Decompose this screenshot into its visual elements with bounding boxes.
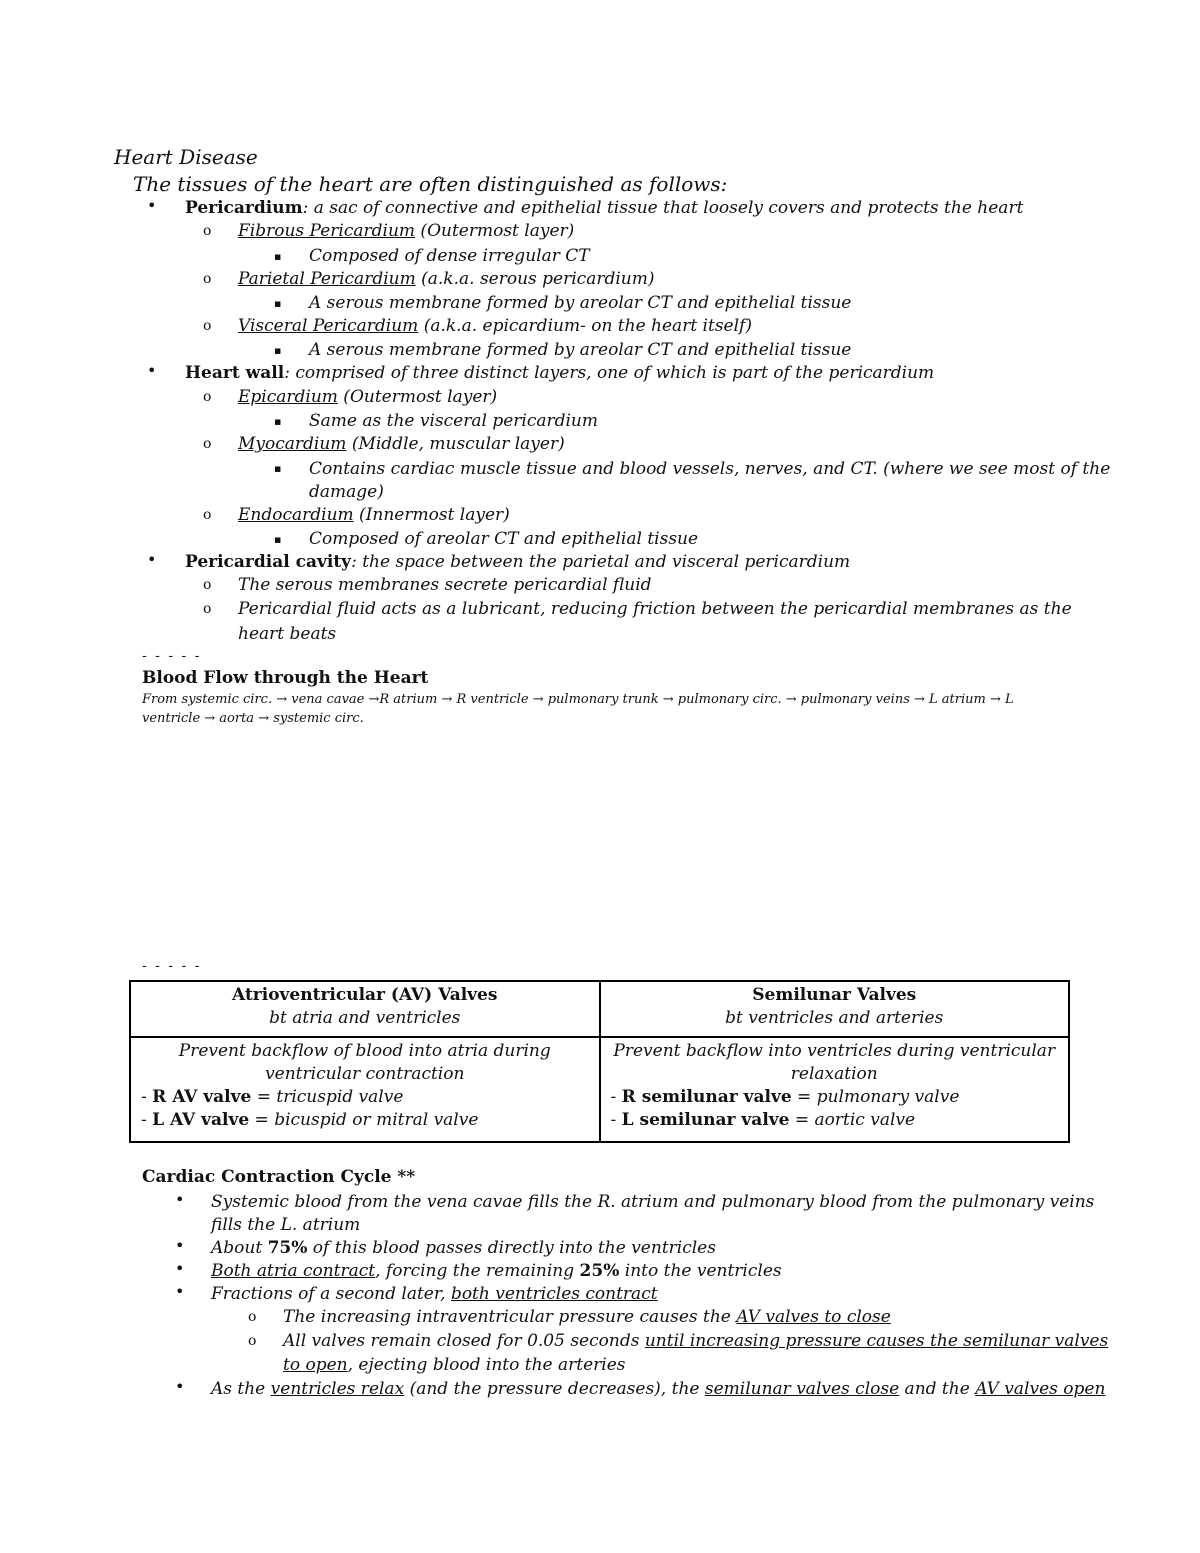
blood-flow-line: ventricle → aorta → systemic circ. — [142, 711, 364, 726]
cycle-item — [211, 1237, 716, 1259]
square-marker: ▪ — [274, 297, 282, 310]
semilunar-header-cell — [600, 981, 1070, 1037]
term: Visceral Pericardium — [238, 316, 419, 336]
note: (Outermost layer) — [415, 221, 575, 241]
underlined-text: AV valves open — [975, 1379, 1106, 1399]
bullet-marker: • — [175, 1259, 185, 1278]
circle-marker: o — [203, 223, 212, 239]
column-subtitle: bt atria and ventricles — [269, 1008, 461, 1028]
underlined-text: to open — [283, 1355, 348, 1375]
definition: : comprised of three distinct layers, one of which is part of the pericardium — [284, 363, 935, 383]
text: The increasing intraventricular pressure causes the — [283, 1307, 737, 1327]
note: (Middle, muscular layer) — [346, 434, 565, 454]
bullet-marker: • — [147, 361, 157, 380]
note: (Outermost layer) — [337, 387, 498, 407]
page-title: Heart Disease — [114, 145, 258, 169]
underlined-text: AV valves to close — [736, 1307, 891, 1327]
separator: - - - - - — [142, 958, 202, 974]
note: (a.k.a. epicardium- on the heart itself) — [418, 316, 752, 336]
value: = bicuspid or mitral valve — [249, 1109, 479, 1130]
dash: - — [610, 1109, 622, 1130]
cycle-subitem — [283, 1306, 891, 1328]
pericardium-item — [185, 197, 1023, 219]
detail: Contains cardiac muscle tissue and blood vessels, nerves, and CT. (where we see most of the — [309, 459, 1111, 479]
cycle-heading: Cardiac Contraction Cycle ** — [142, 1167, 416, 1187]
cycle-item — [211, 1260, 782, 1282]
value: = tricuspid valve — [251, 1086, 404, 1107]
square-marker: ▪ — [274, 415, 282, 428]
circle-marker: o — [203, 436, 212, 452]
term: Heart wall — [185, 363, 285, 383]
detail-continued: damage) — [309, 482, 384, 502]
epicardium-item — [238, 386, 497, 408]
square-marker: ▪ — [274, 344, 282, 357]
circle-marker: o — [203, 318, 212, 334]
term: Pericardial cavity — [185, 552, 352, 572]
underlined-text: semilunar valves close — [704, 1379, 900, 1399]
definition: : a sac of connective and epithelial tissue that loosely covers and protects the heart — [302, 198, 1024, 218]
label: R AV valve — [152, 1086, 252, 1107]
cycle-item-continued: fills the L. atrium — [211, 1215, 361, 1235]
square-marker: ▪ — [274, 250, 282, 263]
cell-description: Prevent backflow into ventricles during ventricular relaxation — [613, 1040, 1056, 1084]
cell-row — [611, 1109, 1059, 1132]
cycle-subitem — [283, 1330, 1108, 1352]
bullet-marker: • — [175, 1282, 185, 1301]
circle-marker: o — [203, 601, 212, 617]
cycle-item — [211, 1378, 1105, 1400]
cycle-item: Systemic blood from the vena cavae fills the R. atrium and pulmonary blood from the pulmonary veins — [211, 1192, 1095, 1212]
note: (Innermost layer) — [353, 505, 510, 525]
cell-row — [141, 1109, 589, 1132]
bullet-marker: • — [175, 1377, 185, 1396]
cavity-subitem: Pericardial fluid acts as a lubricant, reducing friction between the pericardial membranes as the — [238, 599, 1072, 619]
circle-marker: o — [203, 577, 212, 593]
circle-marker: o — [248, 1309, 257, 1325]
label: L AV valve — [152, 1109, 250, 1130]
detail: A serous membrane formed by areolar CT and epithelial tissue — [309, 340, 852, 360]
cycle-subitem-continued — [283, 1354, 626, 1376]
cell-row — [141, 1086, 589, 1109]
underlined-text: both ventricles contract — [450, 1284, 658, 1304]
text: into the ventricles — [619, 1261, 782, 1281]
valves-table — [129, 980, 1070, 1143]
circle-marker: o — [203, 271, 212, 287]
label: L semilunar valve — [621, 1109, 790, 1130]
value: = aortic valve — [789, 1109, 916, 1130]
definition: : the space between the parietal and visceral pericardium — [351, 552, 851, 572]
dash: - — [141, 1086, 153, 1107]
semilunar-body-cell — [600, 1037, 1070, 1142]
blood-flow-line: From systemic circ. → vena cavae →R atrium → R ventricle → pulmonary trunk → pulmonary circ. → pulmonary veins → L atrium → L — [142, 692, 1014, 707]
text: , ejecting blood into the arteries — [347, 1355, 626, 1375]
heart-wall-item — [185, 362, 934, 384]
term: Fibrous Pericardium — [238, 221, 416, 241]
endocardium-item — [238, 504, 510, 526]
value: = pulmonary valve — [791, 1086, 960, 1107]
detail: Composed of areolar CT and epithelial tissue — [309, 529, 699, 549]
bullet-marker: • — [147, 196, 157, 215]
square-marker: ▪ — [274, 533, 282, 546]
dash: - — [141, 1109, 153, 1130]
bullet-marker: • — [175, 1190, 185, 1209]
percent: 75% — [267, 1238, 308, 1258]
text: and the — [899, 1379, 976, 1399]
circle-marker: o — [203, 507, 212, 523]
note: (a.k.a. serous pericardium) — [415, 269, 655, 289]
av-body-cell — [130, 1037, 600, 1142]
cavity-item — [185, 551, 850, 573]
square-marker: ▪ — [274, 462, 282, 475]
text: of this blood passes directly into the ventricles — [307, 1238, 716, 1258]
cavity-subitem-continued: heart beats — [238, 624, 337, 644]
column-title: Atrioventricular (AV) Valves — [232, 985, 498, 1005]
av-header-cell — [130, 981, 600, 1037]
text: About — [211, 1238, 268, 1258]
cell-row — [611, 1086, 1059, 1109]
separator: - - - - - — [142, 648, 202, 664]
detail: A serous membrane formed by areolar CT and epithelial tissue — [309, 293, 852, 313]
myocardium-item — [238, 433, 565, 455]
term: Myocardium — [238, 434, 347, 454]
term: Epicardium — [238, 387, 338, 407]
cavity-subitem: The serous membranes secrete pericardial fluid — [238, 575, 652, 595]
term: Parietal Pericardium — [238, 269, 416, 289]
text: As the — [211, 1379, 271, 1399]
fibrous-item — [238, 220, 574, 242]
bullet-marker: • — [147, 550, 157, 569]
circle-marker: o — [248, 1333, 257, 1349]
underlined-text: Both atria contract — [211, 1261, 376, 1281]
cell-description: Prevent backflow of blood into atria during ventricular contraction — [178, 1040, 551, 1084]
text: All valves remain closed for 0.05 seconds — [283, 1331, 645, 1351]
percent: 25% — [579, 1261, 620, 1281]
page-subtitle: The tissues of the heart are often distinguished as follows: — [133, 172, 728, 196]
term: Endocardium — [238, 505, 354, 525]
bullet-marker: • — [175, 1236, 185, 1255]
blood-flow-heading: Blood Flow through the Heart — [142, 668, 429, 688]
detail: Composed of dense irregular CT — [309, 246, 590, 266]
text: Fractions of a second later, — [211, 1284, 451, 1304]
column-title: Semilunar Valves — [752, 985, 917, 1005]
term: Pericardium — [185, 198, 303, 218]
underlined-text: until increasing pressure causes the semilunar valves — [644, 1331, 1109, 1351]
label: R semilunar valve — [621, 1086, 792, 1107]
underlined-text: ventricles relax — [270, 1379, 405, 1399]
circle-marker: o — [203, 389, 212, 405]
dash: - — [610, 1086, 622, 1107]
text: (and the pressure decreases), the — [404, 1379, 705, 1399]
text: , forcing the remaining — [375, 1261, 580, 1281]
visceral-item — [238, 315, 752, 337]
column-subtitle: bt ventricles and arteries — [725, 1008, 944, 1028]
cycle-item — [211, 1283, 658, 1305]
detail: Same as the visceral pericardium — [309, 411, 598, 431]
parietal-item — [238, 268, 654, 290]
